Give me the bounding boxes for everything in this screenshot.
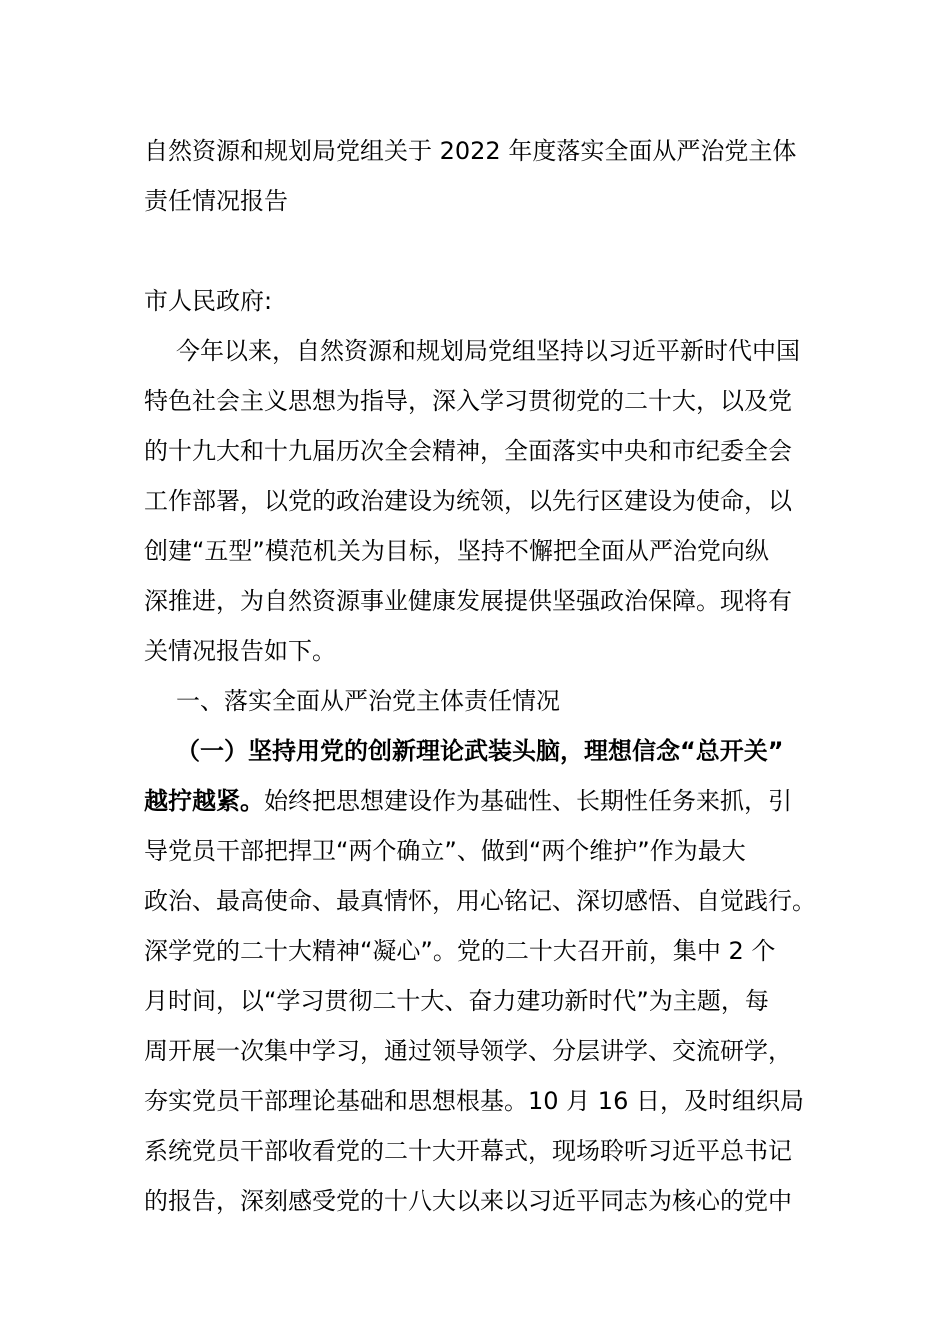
subsection-heading-tail: 越拧越紧。 (144, 787, 264, 815)
intro-line-1: 今年以来，自然资源和规划局党组坚持以习近平新时代中国 (176, 337, 800, 365)
intro-line-5: 创建“五型”模范机关为目标，坚持不懈把全面从严治党向纵 (144, 537, 769, 565)
section-heading: 一、落实全面从严治党主体责任情况 (176, 687, 560, 715)
subsection-line-2-text: 始终把思想建设作为基础性、长期性任务来抓，引 (264, 787, 792, 815)
body-line-8: 的报告，深刻感受党的十八大以来以习近平同志为核心的党中 (144, 1187, 792, 1215)
body-line-7: 系统党员干部收看党的二十大开幕式，现场聆听习近平总书记 (144, 1137, 792, 1165)
subsection-line-2 (144, 785, 792, 817)
intro-line-3: 的十九大和十九届历次全会精神，全面落实中央和市纪委全会 (144, 437, 792, 465)
body-line-4: 月时间，以“学习贯彻二十大、奋力建功新时代”为主题，每 (144, 987, 769, 1015)
document-title-line-1: 自然资源和规划局党组关于 2022 年度落实全面从严治党主体 (144, 137, 797, 165)
body-line-5: 周开展一次集中学习，通过领导领学、分层讲学、交流研学， (144, 1037, 792, 1065)
body-line-6: 夯实党员干部理论基础和思想根基。10 月 16 日，及时组织局 (144, 1087, 804, 1115)
intro-line-2: 特色社会主义思想为指导，深入学习贯彻党的二十大，以及党 (144, 387, 792, 415)
intro-line-7: 关情况报告如下。 (144, 637, 336, 665)
salutation: 市人民政府: (144, 287, 273, 315)
intro-line-4: 工作部署，以党的政治建设为统领，以先行区建设为使命，以 (144, 487, 792, 515)
body-line-1: 导党员干部把捍卫“两个确立”、做到“两个维护”作为最大 (144, 837, 746, 865)
body-line-2: 政治、最高使命、最真情怀，用心铭记、深切感悟、自觉践行。 (144, 887, 816, 915)
body-line-3: 深学党的二十大精神“凝心”。党的二十大召开前，集中 2 个 (144, 937, 776, 965)
intro-line-6: 深推进，为自然资源事业健康发展提供坚强政治保障。现将有 (144, 587, 792, 615)
subsection-heading-line-1: （一）坚持用党的创新理论武装头脑，理想信念“总开关” (176, 737, 784, 765)
document-title-line-2: 责任情况报告 (144, 187, 288, 215)
